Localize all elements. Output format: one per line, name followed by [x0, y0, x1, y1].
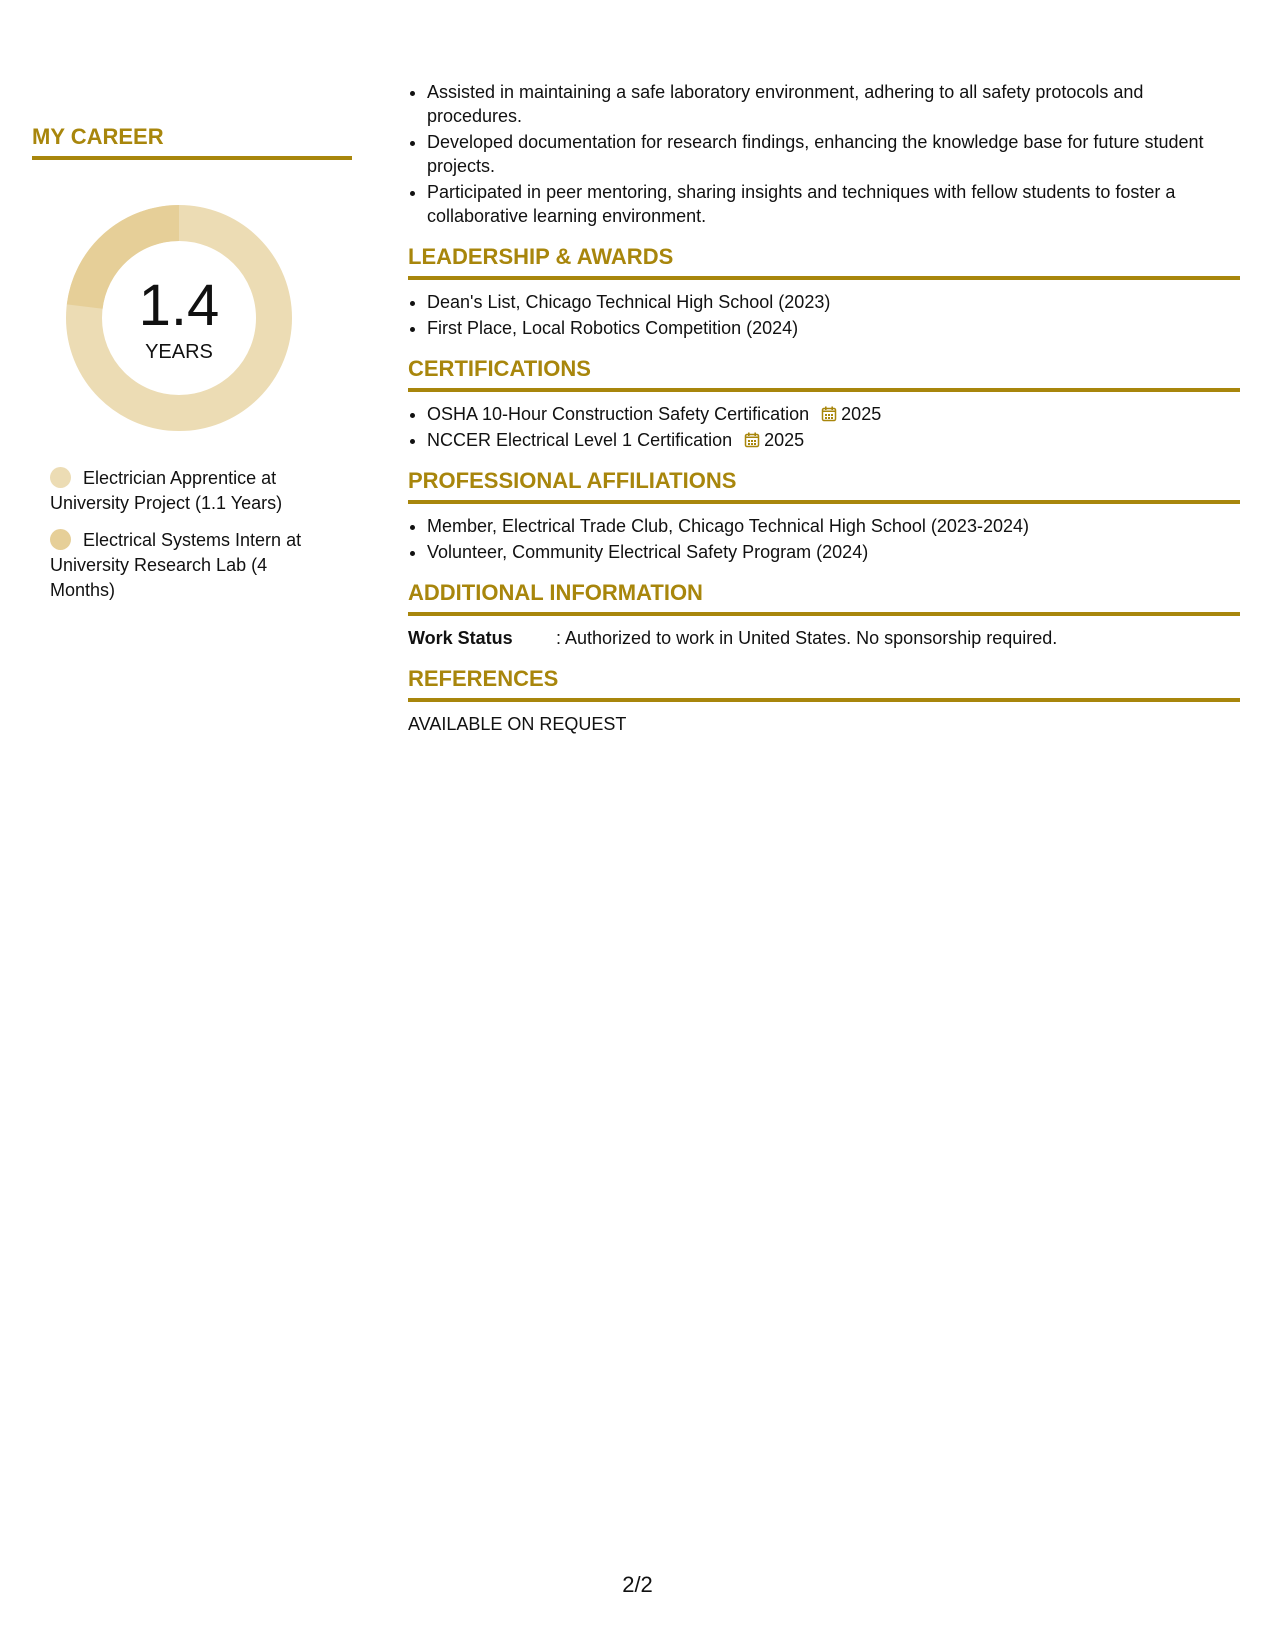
- legend-dot: [50, 467, 71, 488]
- certification-name: OSHA 10-Hour Construction Safety Certification: [427, 404, 810, 424]
- donut-center: [66, 205, 292, 431]
- list-item: [427, 428, 1240, 452]
- legend-label: Electrical Systems Intern at University Research Lab (4 Months): [50, 530, 302, 600]
- section-title: PROFESSIONAL AFFILIATIONS: [408, 468, 1240, 504]
- list-item: • Assisted in maintaining a safe laboratory environment, adhering to all safety protocols and procedures.: [427, 80, 1240, 128]
- list-item: • Participated in peer mentoring, sharing insights and techniques with fellow students to foster a collaborative learning environment.: [427, 180, 1240, 228]
- calendar-icon: [821, 406, 837, 422]
- main-content: [408, 80, 1240, 736]
- section-title: LEADERSHIP & AWARDS: [408, 244, 1240, 280]
- list-item: • First Place, Local Robotics Competition (2024): [427, 316, 1240, 340]
- section-title: REFERENCES: [408, 666, 1240, 702]
- calendar-icon: [744, 432, 760, 448]
- list-item: [427, 402, 1240, 426]
- career-donut-chart: [66, 205, 292, 431]
- work-status-row: [408, 626, 1240, 650]
- career-section-title: MY CAREER: [32, 124, 352, 160]
- donut-total-unit: YEARS: [145, 341, 213, 363]
- page-number: 2/2: [622, 1572, 653, 1597]
- certification-name: NCCER Electrical Level 1 Certification: [427, 430, 733, 450]
- career-legend: [50, 466, 320, 615]
- legend-dot: [50, 529, 71, 550]
- legend-label: Electrician Apprentice at University Project (1.1 Years): [50, 468, 283, 513]
- leadership-section: [408, 244, 1240, 340]
- certification-year: 2025: [764, 430, 805, 450]
- list-item: • Developed documentation for research findings, enhancing the knowledge base for future student projects.: [427, 130, 1240, 178]
- list-item: • Volunteer, Community Electrical Safety Program (2024): [427, 540, 1240, 564]
- section-title: ADDITIONAL INFORMATION: [408, 580, 1240, 616]
- legend-item: [50, 466, 320, 516]
- list-item: • Dean's List, Chicago Technical High School (2023): [427, 290, 1240, 314]
- certifications-section: [408, 356, 1240, 452]
- donut-total-value: 1.4: [138, 273, 220, 338]
- work-status-label: Work Status: [408, 628, 513, 648]
- additional-info-section: [408, 580, 1240, 650]
- affiliations-section: [408, 468, 1240, 564]
- section-title: CERTIFICATIONS: [408, 356, 1240, 392]
- references-section: [408, 666, 1240, 736]
- experience-bullets: [408, 80, 1240, 228]
- work-status-value: : Authorized to work in United States. No sponsorship required.: [556, 628, 1058, 648]
- certification-year: 2025: [841, 404, 882, 424]
- legend-item: [50, 528, 320, 603]
- list-item: • Member, Electrical Trade Club, Chicago Technical High School (2023-2024): [427, 514, 1240, 538]
- references-text: AVAILABLE ON REQUEST: [408, 714, 627, 734]
